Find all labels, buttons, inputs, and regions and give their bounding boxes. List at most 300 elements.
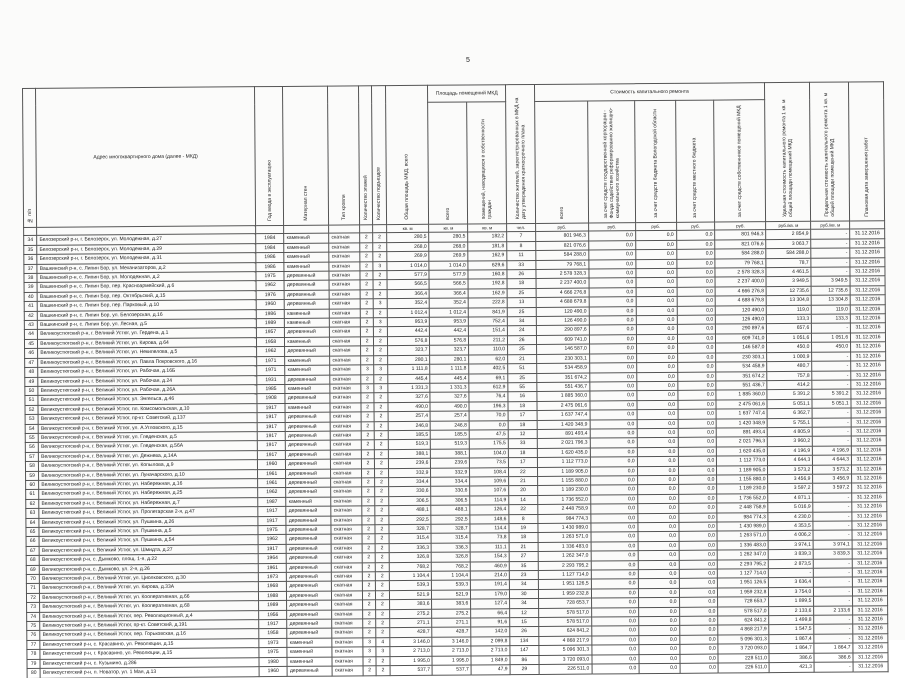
table-cell: 0,0 [677,325,716,335]
table-cell: 0,0 [592,645,639,655]
table-cell: 230 303,1 [716,352,767,362]
table-cell: 2 [376,628,389,638]
table-cell: 584 288,0 [766,249,811,259]
table-cell: 0,0 [638,513,679,523]
table-cell: 62 [26,499,39,509]
table-cell: 2 578 328,3 [715,268,766,278]
table-cell: 328,7 [431,524,470,534]
table-cell: 2 578 328,3 [536,269,589,279]
table-cell: Вашкинский р-н, с. Липин Бор, ул. Молодежная, д.2 [37,272,256,283]
table-cell: 20 [509,486,538,496]
table-cell: 2 [374,431,387,441]
table-cell: 534 458,9 [716,362,767,372]
table-cell: 2 [362,534,375,544]
table-cell: 0,0 [677,400,716,410]
table-cell: 1917 [257,431,286,441]
unit-cell: руб. [588,223,635,231]
table-cell: 292,5 [388,515,431,525]
table-cell: 323,7 [387,346,430,356]
table-cell: 0,0 [676,249,715,259]
table-cell: 211,2 [469,336,508,346]
table-cell: 624 841,2 [538,627,591,637]
table-cell: 521,9 [389,590,432,600]
table-cell: 41 [24,302,37,312]
table-cell: скатная [331,544,362,554]
table-cell: 109,6 [470,477,509,487]
table-cell: 0,0 [637,475,678,485]
table-cell: 1917 [257,441,286,451]
table-cell: Великоустюгский р-н, г. Великий Устюг, пер. Революционный, д.4 [40,610,259,621]
table-cell: 612,9 [469,383,508,393]
table-cell: 0,0 [636,334,677,344]
table-cell: 4 006,2 [768,531,813,541]
table-cell: 0,0 [677,296,716,306]
table-cell: 31.12.2016 [851,445,886,455]
table-cell: 539,3 [389,581,432,591]
table-cell: 0,0 [591,589,638,599]
table-cell: 30 [509,589,538,599]
table-cell: 2 [360,261,373,271]
table-cell: - [811,239,850,249]
table-cell: 2 [361,374,374,384]
table-cell: 0,0 [589,325,636,335]
table-cell: 0,0 [677,334,716,344]
table-cell: 3 [361,384,374,394]
table-cell: деревянный [285,299,330,309]
table-cell: - [814,559,853,569]
table-cell: 0,0 [591,626,638,636]
table-cell: 0,0 [590,410,637,420]
table-cell: 230 303,1 [536,354,589,364]
table-cell: 728 653,7 [718,597,769,607]
table-cell: 18 [507,279,536,289]
table-cell: 148,6 [470,514,509,524]
table-cell: 2 [374,402,387,412]
table-cell: 1987 [258,497,287,507]
table-cell: 891 493,4 [537,429,590,439]
table-cell: 2 [360,299,373,309]
table-cell: Великоустюгский р-н, г. Великий Устюг, ул. Шмидта, д.27 [39,544,258,555]
table-cell: 7 [507,232,536,242]
table-cell: 2 [360,318,373,328]
table-cell: 0,0 [588,240,635,250]
table-cell: 69 [26,565,39,575]
table-cell: 280,5 [429,232,468,242]
table-cell: 0,0 [590,476,637,486]
table-cell: 0,0 [678,494,717,504]
table-cell: Великоустюгский р-н, г. Великий Устюг, ул. Луначарского, д.10 [39,469,258,480]
table-cell: 1 104,4 [389,571,432,581]
table-cell: 2 [375,440,388,450]
table-cell: 1 736 552,0 [717,493,768,503]
table-cell: 191,4 [471,580,510,590]
table-cell: 328,7 [388,524,431,534]
col-area-group: Площадь помещений МКД [428,85,506,103]
table-cell: 0,0 [591,617,638,627]
table-cell: 226 511,0 [718,663,769,673]
table-cell: 181,8 [468,242,507,252]
table-cell: Великоустюгский р-н, г. Великий Устюг, ул. Набережная, д.25 [39,488,258,499]
col-roof: Тип кровли [328,86,360,226]
table-cell: 2 [375,553,388,563]
table-cell: деревянный [287,563,332,573]
table-cell: 445,4 [430,373,469,383]
table-cell: 1 262 347,0 [717,550,768,560]
table-cell: 114,4 [470,524,509,534]
table-cell: 79 768,1 [535,260,588,270]
table-cell: 13 304,8 [811,295,850,305]
table-cell: деревянный [284,271,329,281]
table-cell: 4 871,1 [768,493,813,503]
table-cell: 1975 [259,648,288,658]
table-cell: 5 096 301,3 [718,635,769,645]
table-cell: Великоустюгский р-н, г. Великий Устюг, пр-кт. Советский, д.191 [40,620,259,631]
table-cell: 537,7 [390,665,433,675]
table-cell: 578 517,0 [718,606,769,616]
table-cell: 40 [24,292,37,302]
table-cell: 0,0 [635,250,676,260]
table-cell: 306,5 [388,496,431,506]
table-cell: - [813,502,852,512]
table-cell: 584 288,0 [715,249,766,259]
table-cell: 0,0 [638,560,679,570]
table-cell: 768,2 [389,562,432,572]
table-cell: - [814,577,853,587]
table-cell: 841,9 [468,307,507,317]
table-cell: скатная [330,318,361,328]
table-cell: каменный [286,497,331,507]
table-cell: 0,0 [591,560,638,570]
table-cell: 460,9 [470,561,509,571]
table-cell: 1 959 232,8 [718,587,769,597]
table-cell: 269,9 [386,252,429,262]
table-cell: 1 430 989,0 [717,522,768,532]
unit-cell: чел. [507,224,536,232]
table-cell: 1 189 230,0 [717,484,768,494]
table-cell: скатная [332,591,363,601]
table-cell: - [813,436,852,446]
table-cell: 0,0 [677,372,716,382]
table-cell: 4 805,9 [768,427,813,437]
table-cell: 226 511,0 [539,664,592,674]
table-cell: 271,1 [432,618,471,628]
table-cell: деревянный [286,534,331,544]
table-cell: 31.12.2016 [852,493,887,503]
table-cell: 31.12.2016 [853,634,888,644]
table-cell: 1976 [256,290,285,300]
table-cell: деревянный [286,422,331,432]
table-cell: Великоустюгский р-н, с. Кузьмино, д.286 [40,657,259,668]
table-cell: 2 [360,290,373,300]
table-cell: 25 [508,373,537,383]
table-cell: 0,0 [590,485,637,495]
table-cell: 421,3 [769,662,814,672]
table-cell: 0,0 [590,457,637,467]
table-cell: каменный [285,403,330,413]
table-cell: скатная [330,356,361,366]
table-cell: 290 897,6 [536,326,589,336]
col-cost-region: за счет средств бюджета Вологодской области [634,100,676,223]
table-cell: 1 051,6 [767,333,812,343]
table-cell: 2 [362,572,375,582]
table-cell: 61 [26,490,39,500]
table-cell: 2 [362,581,375,591]
table-cell: 1960 [259,667,288,677]
table-cell: 3 456,9 [768,474,813,484]
table-cell: 0,0 [679,578,718,588]
table-cell: 31.12.2016 [851,398,886,408]
table-cell: 566,5 [387,280,430,290]
table-cell: 13 [507,298,536,308]
table-cell: 2 237 400,0 [536,278,589,288]
table-cell: 2 [361,402,374,412]
table-cell: 31.12.2016 [853,624,888,634]
table-cell: 1 111,8 [387,364,430,374]
table-cell: 752,4 [469,317,508,327]
table-cell: 268,0 [429,242,468,252]
table-cell: 0,0 [589,306,636,316]
table-cell: 1 849,0 [471,655,510,665]
table-cell: 323,7 [430,345,469,355]
table-cell: 18 [508,448,537,458]
table-cell: деревянный [286,431,331,441]
table-cell: 1986 [256,309,285,319]
table-cell: 31.12.2016 [852,577,887,587]
table-cell: 0,0 [637,485,678,495]
table-cell: 0,0 [588,250,635,260]
table-cell: 12 [508,429,537,439]
table-cell: Великоустюгский р-н, г. Великий Устюг, ул. Дежнева, д.14А [39,450,258,461]
table-cell: 3 146,0 [432,637,471,647]
table-cell: - [814,568,853,578]
table-cell: 0,0 [679,550,718,560]
table-cell: 59 [26,471,39,481]
table-cell: 0,0 [589,353,636,363]
table-cell: скатная [330,393,361,403]
table-cell: 1917 [258,544,287,554]
table-cell: 2 [375,506,388,516]
table-cell: 0,0 [637,504,678,514]
table-cell: 352,4 [387,299,430,309]
table-cell: - [813,512,852,522]
table-cell: 821 076,6 [535,241,588,251]
table-cell: 1917 [259,619,288,629]
table-cell: 120 490,0 [536,307,589,317]
table-cell: 0,0 [678,437,717,447]
table-cell: 2 [376,666,389,676]
table-cell: 0,0 [678,409,717,419]
table-cell: 0,0 [638,607,679,617]
table-cell: 0,0 [678,456,717,466]
table-cell: деревянный [285,393,330,403]
table-cell: деревянный [286,487,331,497]
table-cell: деревянный [285,412,330,422]
table-cell: 162,9 [468,289,507,299]
table-cell: деревянный [286,525,331,535]
table-cell: скатная [331,497,362,507]
table-cell: 0,0 [679,541,718,551]
table-cell: 0,0 [635,240,676,250]
table-cell: 2 [362,515,375,525]
table-cell: 757,8 [767,371,812,381]
table-cell: Великоустюгский р-н, г. Великий Устюг, ул. Гледенская, д.56А [39,441,258,452]
table-cell: 2 [375,543,388,553]
table-cell: 31.12.2016 [851,361,886,371]
table-cell: 2 [361,459,374,469]
table-cell: 442,4 [387,327,430,337]
table-cell: Великоустюгский р-н, г. Великий Устюг, ул. А.Угловского, д.15 [38,422,257,433]
table-cell: 4 666 276,8 [715,287,766,297]
table-cell: 73 [27,603,40,613]
table-cell: 2 [375,487,388,497]
table-cell: 953,9 [430,317,469,327]
table-cell: 2 [376,619,389,629]
table-cell: 64 [26,518,39,528]
table-cell: 0,0 [592,664,639,674]
table-cell: 15 [510,618,539,628]
table-cell: 2 099,8 [471,637,510,647]
table-cell: 1971 [256,356,285,366]
table-cell: 1 336 483,0 [717,540,768,550]
table-cell: 35 [24,245,37,255]
table-cell: 31.12.2016 [853,643,888,653]
table-cell: 0,0 [636,372,677,382]
table-cell: скатная [331,431,362,441]
table-cell: 47 [25,358,38,368]
table-cell: 3 974,1 [813,540,852,550]
table-cell: 1961 [257,469,286,479]
table-cell: каменный [287,647,332,657]
table-cell: 33 [508,439,537,449]
table-cell: 1 189 230,0 [537,485,590,495]
table-cell: 275,2 [389,609,432,619]
table-cell: 3 [373,299,386,309]
table-cell: 2 [374,412,387,422]
table-cell: 1 127 714,0 [538,570,591,580]
table-cell: 3 573,2 [768,465,813,475]
table-cell: 2 [375,449,388,459]
table-cell: 315,4 [431,533,470,543]
table-cell: скатная [330,374,361,384]
table-cell: 0,0 [590,391,637,401]
table-cell: 18 [508,420,537,430]
table-cell: 2 021 796,3 [537,438,590,448]
table-cell: 12 735,6 [766,286,811,296]
table-cell: 2 [373,308,386,318]
table-cell: 2 133,6 [769,606,814,616]
table-cell: 1 867,4 [769,634,814,644]
table-cell: 3 [361,365,374,375]
table-cell: каменный [285,365,330,375]
table-cell: 5 016,9 [768,502,813,512]
table-cell: 551 436,7 [716,381,767,391]
table-cell: 271,1 [389,618,432,628]
table-cell: 2 [373,242,386,252]
table-cell: 1 864,7 [814,643,853,653]
table-cell: деревянный [287,629,332,639]
table-cell: деревянный [287,582,332,592]
table-cell: 182,2 [468,232,507,242]
table-cell: 2 448 758,9 [537,504,590,514]
table-cell: 31.12.2016 [851,351,886,361]
table-cell: 51 [25,396,38,406]
table-cell: скатная [330,327,361,337]
table-cell: 577,9 [386,270,429,280]
table-cell: 1988 [258,591,287,601]
table-cell: 1958 [259,629,288,639]
table-cell: 1 420 348,9 [716,418,767,428]
table-cell: скатная [329,290,360,300]
table-cell: 192,8 [468,279,507,289]
table-cell: 0,0 [679,635,718,645]
table-cell: скатная [332,562,363,572]
table-cell: 175,5 [469,439,508,449]
table-cell: 0,0 [588,231,635,241]
table-cell: 29 [510,665,539,675]
table-cell: 1 336 483,0 [538,542,591,552]
table-cell: 127,4 [471,599,510,609]
table-cell: 4 666 276,8 [536,288,589,298]
table-cell: 0,0 [638,541,679,551]
table-cell: 31.12.2016 [851,342,886,352]
table-cell: 332,9 [431,468,470,478]
table-cell: 0,0 [590,419,637,429]
table-cell: 0,0 [679,654,718,664]
table-cell: 2 [373,280,386,290]
table-cell: Белозерский р-н, г. Белозерск, ул. Молодежная, д.29 [37,243,256,254]
table-cell: 984 774,3 [537,514,590,524]
table-cell: деревянный [286,469,331,479]
table-cell: 0,0 [677,353,716,363]
table-cell: Вашкинский р-н, с. Липин Бор, ул. Лесная, д.5 [38,319,257,330]
table-cell: 326,8 [432,552,471,562]
table-cell: 4 868 217,9 [538,636,591,646]
table-cell: 2 [375,562,388,572]
table-cell: 31.12.2016 [853,652,888,662]
table-cell: 534 458,9 [536,363,589,373]
table-cell: 1 111,8 [430,364,469,374]
table-cell: 5 051,1 [812,399,851,409]
table-cell: 0,0 [589,335,636,345]
table-cell: 821 076,6 [715,239,766,249]
table-cell: каменный [284,243,329,253]
table-cell: 2 [363,619,376,629]
table-cell: 2 [362,591,375,601]
table-cell: 0,0 [678,466,717,476]
table-cell: 275,2 [432,609,471,619]
table-cell: каменный [287,657,332,667]
table-cell: скатная [332,666,363,676]
table-cell: - [814,662,853,672]
table-cell: Великоустюгский р-н, г. Великий Устюг, ул. Кирова, д.33А [40,582,259,593]
table-cell: - [769,568,814,578]
col-floors: Количество этажей [358,86,372,226]
table-cell: 2 [362,506,375,516]
table-cell: 0,0 [589,259,636,269]
table-cell: 0,0 [638,635,679,645]
table-cell: 1 012,4 [430,308,469,318]
table-cell: 3 839,3 [769,550,814,560]
table-cell: 539,3 [432,580,471,590]
table-cell: 0,0 [636,278,677,288]
table-cell: 55 [25,433,38,443]
table-cell: скатная [332,609,363,619]
table-cell: 0,0 [679,560,718,570]
table-cell: 2 [375,478,388,488]
table-cell: 629,6 [468,260,507,270]
table-cell: 1 736 552,0 [537,495,590,505]
table-cell: Великоустюгский р-н, г. Великий Устюг, ул. Пушкина, д.5 [39,526,258,537]
